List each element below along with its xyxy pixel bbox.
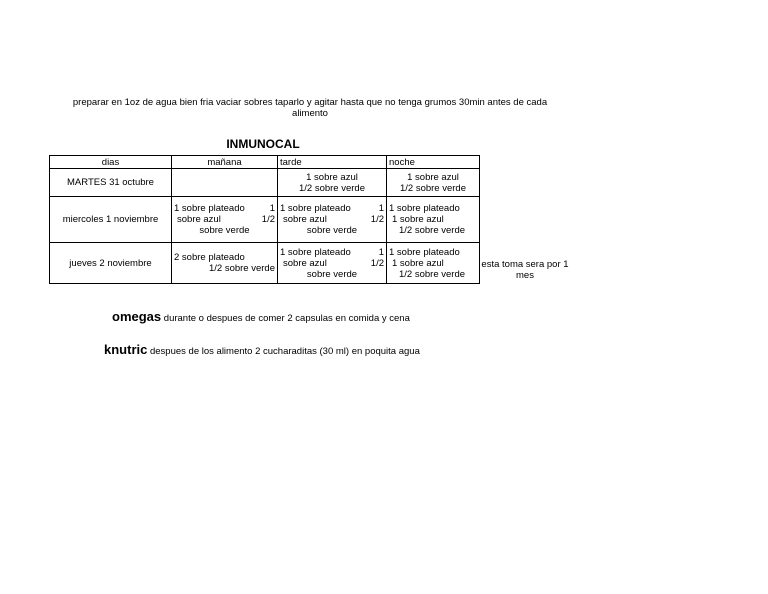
header-dias: dias (50, 156, 172, 169)
dose-line: 1/2 (261, 214, 275, 225)
preparation-instructions: preparar en 1oz de agua bien fria vaciar sobres taparlo y agitar hasta que no tenga grumos 30min antes de cada alimento (72, 97, 548, 119)
row-manana-cell (172, 243, 278, 284)
header-manana: mañana (172, 156, 278, 169)
row-day: jueves 2 noviembre (50, 243, 172, 284)
dose-line: 1 sobre azul (392, 214, 444, 225)
table-row (50, 169, 480, 197)
knutric-instruction (104, 342, 420, 357)
table-header-row (50, 156, 480, 169)
dose-line: 1/2 sobre verde (399, 182, 466, 194)
dose-line: 1/2 (370, 214, 384, 225)
duration-note: esta toma sera por 1 mes (481, 259, 569, 281)
dose-line: 1/2 sobre verde (399, 225, 466, 236)
dose-line: 1/2 sobre verde (298, 182, 365, 194)
row-noche-cell (387, 169, 480, 197)
omegas-name: omegas (112, 309, 162, 324)
document-title: INMUNOCAL (226, 137, 300, 151)
dose-line: 1 (269, 203, 275, 214)
knutric-text: despues de los alimento 2 cucharaditas (30 ml) en poquita agua (149, 346, 420, 357)
row-day: miercoles 1 noviembre (50, 197, 172, 243)
dose-line: sobre azul (283, 214, 327, 225)
row-tarde-cell (278, 169, 387, 197)
dose-line: 1 sobre plateado (389, 203, 460, 214)
dose-line: sobre azul (177, 214, 221, 225)
dose-line: 1 sobre plateado (174, 203, 245, 214)
dose-line: 1 sobre azul (306, 171, 358, 183)
dose-line: 1 sobre plateado (280, 203, 351, 214)
dose-line: 1 (378, 246, 384, 258)
row-noche-cell (387, 243, 480, 284)
dose-line: sobre verde (306, 268, 358, 280)
dose-line: 1 sobre plateado (389, 246, 460, 258)
dose-line: 1/2 sobre verde (208, 263, 275, 274)
schedule-table (49, 155, 480, 284)
row-tarde-cell (278, 243, 387, 284)
dose-line: 1/2 (370, 257, 384, 269)
dose-line: sobre verde (199, 225, 250, 236)
row-day: MARTES 31 octubre (50, 169, 172, 197)
row-manana-cell (172, 169, 278, 197)
row-manana-cell (172, 197, 278, 243)
row-tarde-cell (278, 197, 387, 243)
table-row (50, 243, 480, 284)
header-noche: noche (387, 156, 480, 169)
dose-line: sobre azul (283, 257, 327, 269)
dose-line: 1 sobre azul (407, 171, 459, 183)
table-row (50, 197, 480, 243)
omegas-instruction (112, 309, 410, 324)
knutric-name: knutric (104, 342, 148, 357)
row-noche-cell (387, 197, 480, 243)
dose-line: 1 (378, 203, 384, 214)
header-tarde: tarde (278, 156, 387, 169)
dose-line: 2 sobre plateado (174, 252, 245, 263)
dose-line: sobre verde (306, 225, 358, 236)
dose-line: 1/2 sobre verde (399, 268, 466, 280)
dose-line: 1 sobre plateado (280, 246, 351, 258)
omegas-text: durante o despues de comer 2 capsulas en comida y cena (163, 313, 410, 324)
dose-line: 1 sobre azul (392, 257, 444, 269)
